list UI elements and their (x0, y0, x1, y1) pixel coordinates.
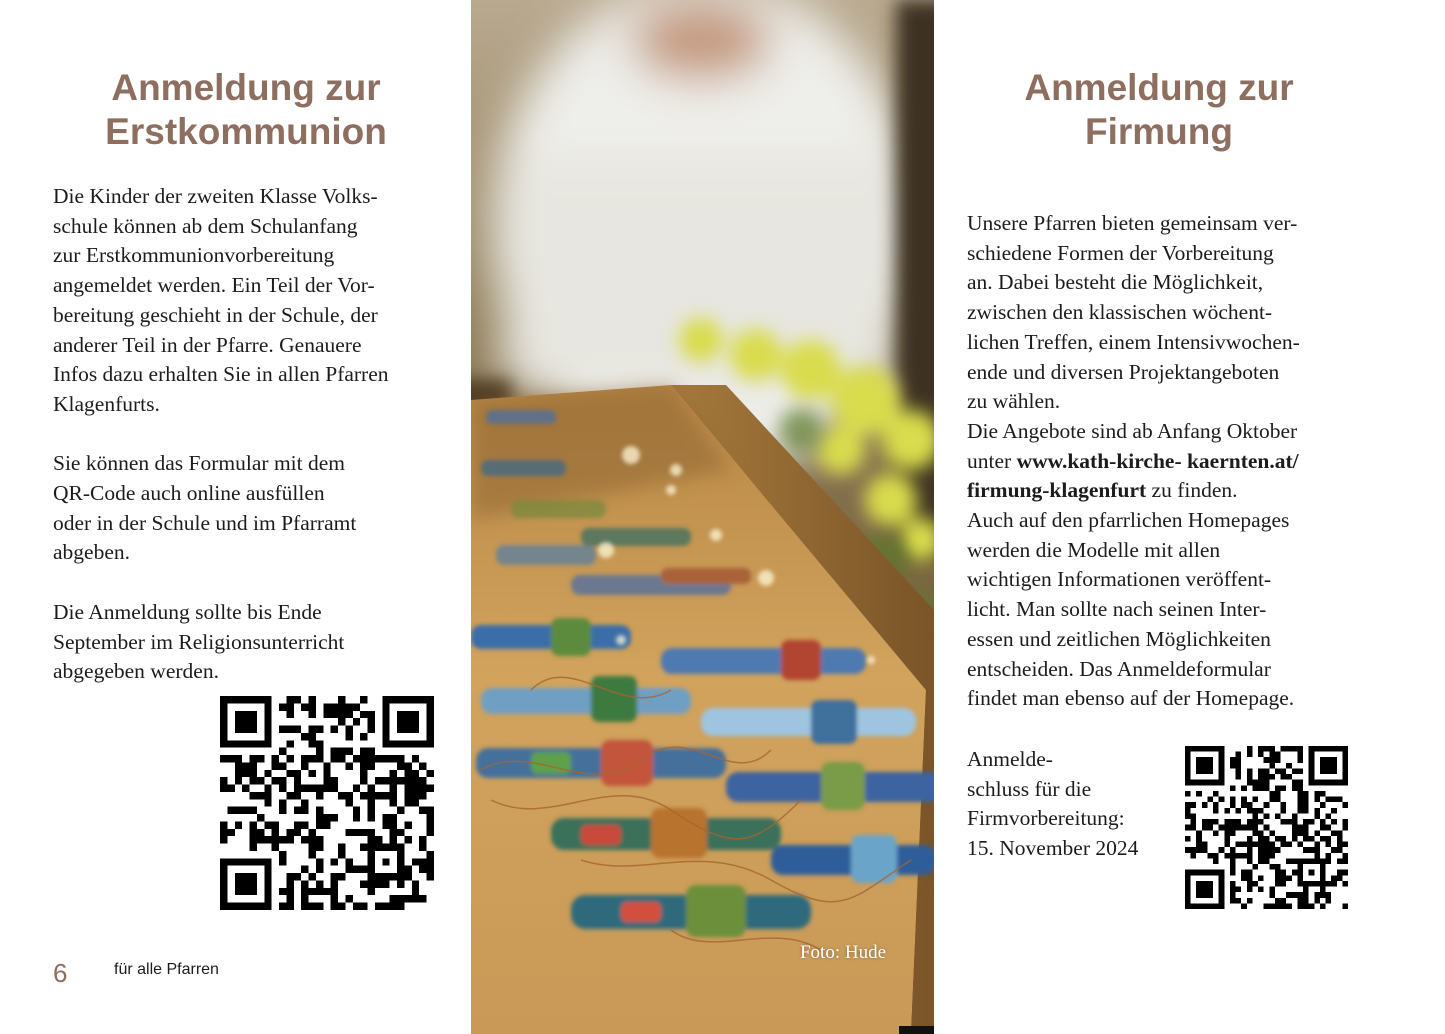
firmung-link-part2[interactable]: firmung-klagenfurt (967, 478, 1147, 503)
page-number: 6 (53, 958, 68, 988)
running-footer: für alle Pfarren (114, 961, 219, 978)
photo-credit: Foto: Hude (799, 942, 886, 963)
qr-code-erstkommunion[interactable] (220, 696, 434, 910)
firmung-text: Unsere Pfarren bieten gemeinsam ver- schiedene Formen der Vorbereitung an. Dabei besteht die Möglichkeit, zwischen den klassischen wöchent- lichen Treffen, einem Intensivwochen- ende und diversen Projektangeboten zu wählen. Die Angebote sind ab Anfang Oktober unter www.kath-kirche- kaernten.at/ firmung-klagenfurt zu finden. Auch auf den pfarrlichen Homepages werden die Modelle mit allen wichtigen Informationen veröffent- licht. Man sollte nach seinen Inter- essen und zeitlichen Möglichkeiten entscheiden. Das Anmeldeformular findet man ebenso auf der Homepage. (967, 209, 1367, 714)
link-line-2: firmung-klagenfurt zu finden. (967, 478, 1238, 503)
heading-firmung: Anmeldung zur Firmung (1024, 67, 1294, 152)
erstkommunion-text: Die Kinder der zweiten Klasse Volks- schule können ab dem Schulanfang zur Erstkommunionvorbereitung angemeldet werden. Ein Teil der Vor- bereitung geschieht in der Schule, der anderer Teil in der Pfarre. Genauere Infos dazu erhalten Sie in allen Pfarren Klagenfurts. Sie können das Formular mit dem QR-Code auch online ausfüllen oder in der Schule und im Pfarramt abgeben. Die Anmeldung sollte bis Ende September im Religionsunterricht abgegeben werden. (53, 184, 389, 684)
qr-code-firmung[interactable] (1185, 746, 1348, 909)
link-line: unter www.kath-kirche- kaernten.at/ (967, 448, 1299, 473)
photo-glass-crosses (471, 0, 934, 1034)
heading-erstkommunion: Anmeldung zur Erstkommunion (105, 67, 387, 152)
firmung-link-part1[interactable]: www.kath-kirche- kaernten.at/ (1016, 448, 1299, 473)
firmung-deadline: Anmelde- schluss für die Firmvorbereitung: 15. November 2024 (967, 747, 1139, 861)
